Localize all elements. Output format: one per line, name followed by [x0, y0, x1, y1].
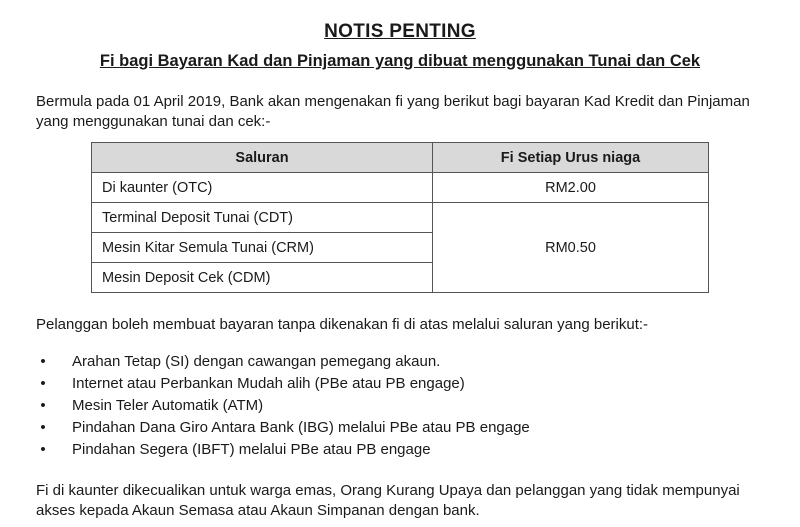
- channel-cell: Terminal Deposit Tunai (CDT): [92, 203, 433, 233]
- table-row: [92, 203, 709, 233]
- free-channels-intro: Pelanggan boleh membuat bayaran tanpa dikenakan fi di atas melalui saluran yang berikut:-: [36, 316, 649, 333]
- bullet-icon: •: [40, 441, 46, 458]
- fee-cell: RM0.50: [433, 203, 709, 293]
- bullet-icon: •: [40, 419, 46, 436]
- notice-title: NOTIS PENTING: [324, 21, 476, 42]
- bullet-icon: •: [40, 375, 46, 392]
- list-item-text: Arahan Tetap (SI) dengan cawangan pemegang akaun.: [72, 353, 441, 370]
- bullet-icon: •: [40, 397, 46, 414]
- table-row: [92, 173, 709, 203]
- header-channel: Saluran: [92, 143, 433, 173]
- footer-paragraph: Fi di kaunter dikecualikan untuk warga emas, Orang Kurang Upaya dan pelanggan yang tidak mempunyai akses kepada Akaun Semasa atau Akaun Simpanan dengan bank.: [36, 482, 740, 519]
- channel-cell: Mesin Kitar Semula Tunai (CRM): [92, 233, 433, 263]
- fee-table: [91, 142, 709, 293]
- list-item: [36, 439, 764, 461]
- fee-table-header-row: [92, 143, 709, 173]
- list-item-text: Mesin Teler Automatik (ATM): [72, 397, 264, 414]
- list-item: [36, 351, 764, 373]
- list-item-text: Internet atau Perbankan Mudah alih (PBe atau PB engage): [72, 375, 465, 392]
- list-item-text: Pindahan Segera (IBFT) melalui PBe atau PB engage: [72, 441, 431, 458]
- channel-cell: Mesin Deposit Cek (CDM): [92, 263, 433, 293]
- notice-subtitle: Fi bagi Bayaran Kad dan Pinjaman yang dibuat menggunakan Tunai dan Cek: [99, 52, 701, 70]
- bullet-icon: •: [40, 353, 46, 370]
- channel-cell: Di kaunter (OTC): [92, 173, 433, 203]
- fee-cell: RM2.00: [433, 173, 709, 203]
- header-fee: Fi Setiap Urus niaga: [433, 143, 709, 173]
- list-item: [36, 395, 764, 417]
- list-item: [36, 373, 764, 395]
- intro-paragraph: Bermula pada 01 April 2019, Bank akan mengenakan fi yang berikut bagi bayaran Kad Kredit dan Pinjaman yang menggunakan tunai dan cek:-: [36, 93, 750, 130]
- list-item: [36, 417, 764, 439]
- free-channels-list: [36, 351, 764, 461]
- list-item-text: Pindahan Dana Giro Antara Bank (IBG) melalui PBe atau PB engage: [72, 419, 530, 436]
